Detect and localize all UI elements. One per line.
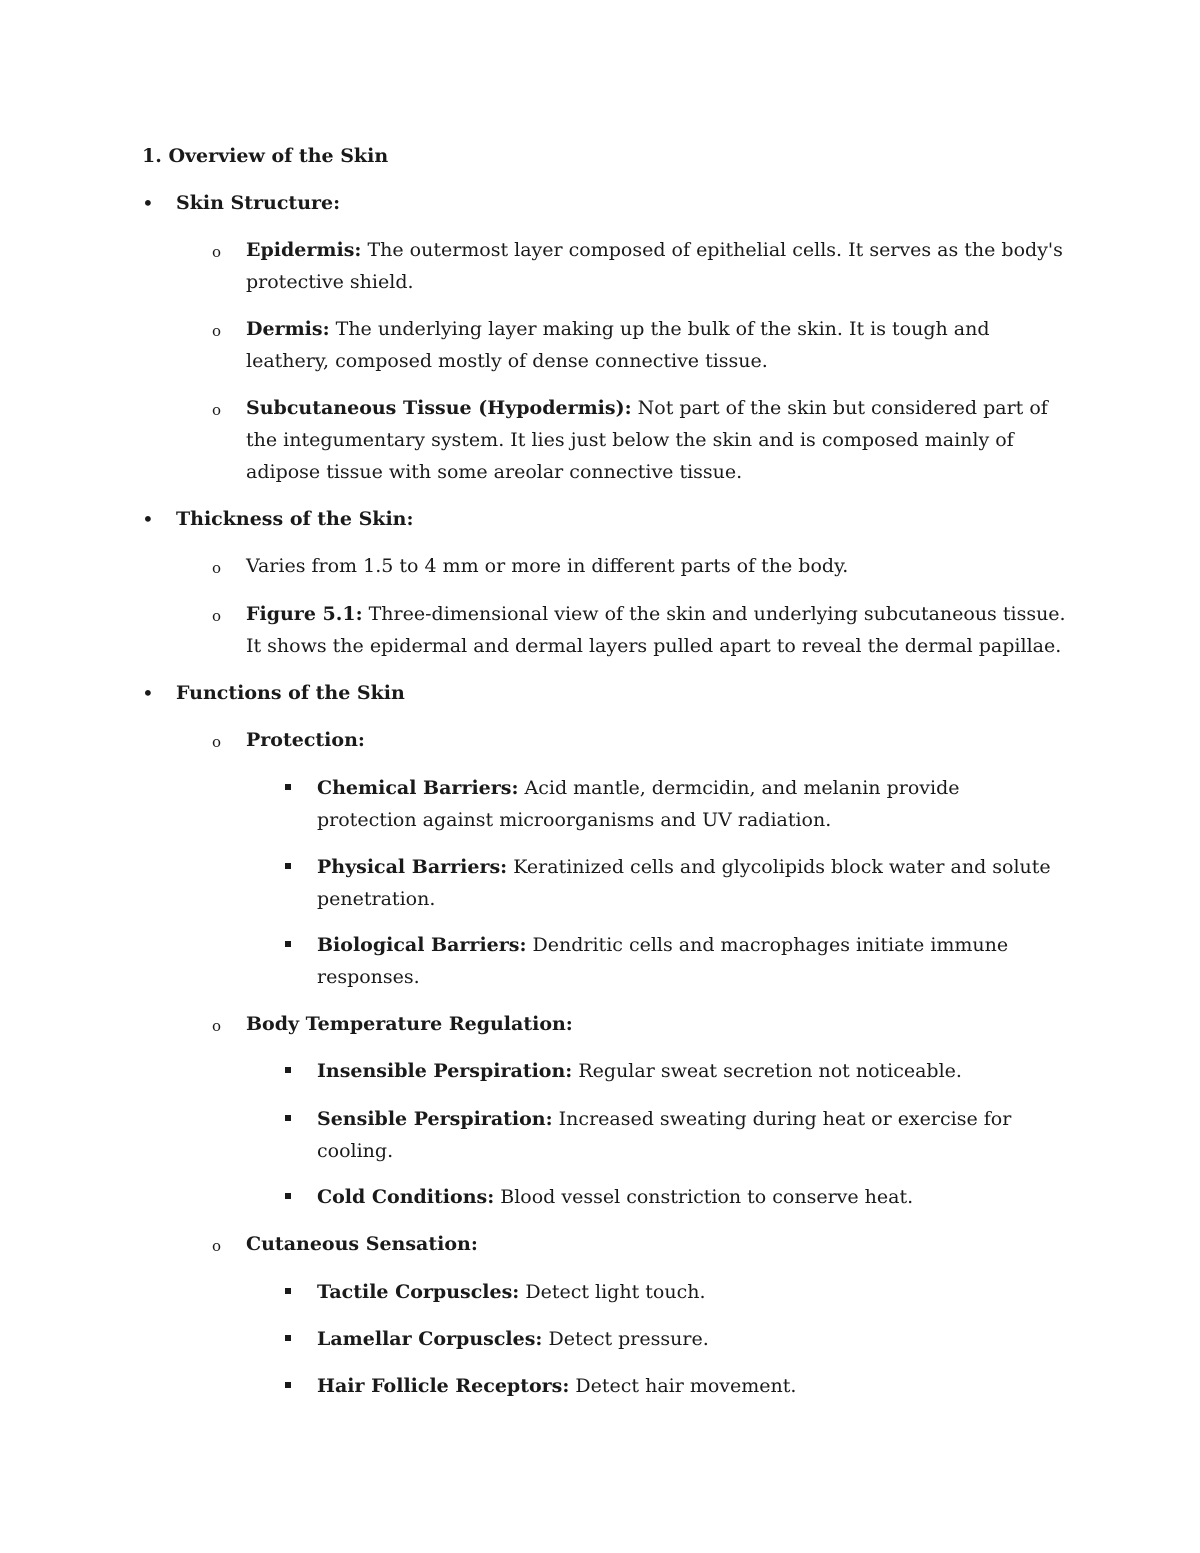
term-label: Physical Barriers: xyxy=(317,856,508,878)
section-heading: 1. Overview of the Skin xyxy=(142,145,389,167)
term-label: Chemical Barriers: xyxy=(317,777,519,799)
sub-bullet-marker: o xyxy=(212,607,222,625)
term-label: Biological Barriers: xyxy=(317,934,527,956)
term-description: Detect hair movement. xyxy=(569,1375,797,1397)
bullet-marker: • xyxy=(142,681,154,705)
term-description: Varies from 1.5 to 4 mm or more in different parts of the body. xyxy=(246,555,849,577)
sub-bullet-marker: o xyxy=(212,733,222,751)
term-description: The outermost layer composed of epithelial cells. It serves as the body's protective shield. xyxy=(246,239,1063,293)
term-label: Tactile Corpuscles: xyxy=(317,1281,520,1303)
term-description: Not part of the skin but considered part of the integumentary system. It lies just below the skin and is composed mainly of adipose tissue with some areolar connective tissue. xyxy=(246,397,1048,483)
detail-biological-barriers xyxy=(317,929,1057,993)
term-description: Dendritic cells and macrophages initiate immune responses. xyxy=(317,934,1009,988)
sub-bullet-protection xyxy=(212,724,1066,756)
bullet-marker: • xyxy=(142,191,154,215)
detail-physical-barriers xyxy=(317,851,1057,915)
bullet-title: Thickness of the Skin: xyxy=(176,508,414,530)
term-label: Subcutaneous Tissue (Hypodermis): xyxy=(246,397,632,419)
term-description: Increased sweating during heat or exercise for cooling. xyxy=(317,1108,1012,1162)
detail-chemical-barriers xyxy=(317,772,1057,836)
term-label: Epidermis: xyxy=(246,239,362,261)
term-description: Blood vessel constriction to conserve heat. xyxy=(494,1186,914,1208)
term-label: Cold Conditions: xyxy=(317,1186,495,1208)
sub-bullet-marker: o xyxy=(212,322,222,340)
bullet-functions xyxy=(142,677,1056,709)
subsection-title: Cutaneous Sensation: xyxy=(246,1233,478,1255)
detail-insensible-perspiration xyxy=(317,1055,1057,1087)
sub-bullet-marker: o xyxy=(212,1237,222,1255)
bullet-title: Skin Structure: xyxy=(176,192,341,214)
sub-bullet-subcutaneous xyxy=(212,392,1066,488)
sub-bullet-temperature xyxy=(212,1008,1066,1040)
detail-lamellar-corpuscles xyxy=(317,1323,1057,1355)
sub-bullet-thickness-range xyxy=(212,550,1066,582)
sub-bullet-marker: o xyxy=(212,243,222,261)
term-description: Regular sweat secretion not noticeable. xyxy=(572,1060,962,1082)
term-description: The underlying layer making up the bulk of the skin. It is tough and leathery, composed mostly of dense connective tissue. xyxy=(246,318,990,372)
bullet-skin-structure xyxy=(142,187,1056,219)
term-label: Dermis: xyxy=(246,318,330,340)
term-description: Acid mantle, dermcidin, and melanin provide protection against microorganisms and UV radiation. xyxy=(317,777,960,831)
term-label: Sensible Perspiration: xyxy=(317,1108,553,1130)
term-description: Three-dimensional view of the skin and underlying subcutaneous tissue. It shows the epidermal and dermal layers pulled apart to reveal the dermal papillae. xyxy=(246,603,1066,657)
term-description: Detect pressure. xyxy=(542,1328,709,1350)
bullet-marker: • xyxy=(142,507,154,531)
term-label: Hair Follicle Receptors: xyxy=(317,1375,570,1397)
sub-bullet-cutaneous-sensation xyxy=(212,1228,1066,1260)
detail-sensible-perspiration xyxy=(317,1103,1057,1167)
sub-bullet-dermis xyxy=(212,313,1066,377)
detail-hair-follicle-receptors xyxy=(317,1370,1057,1402)
sub-bullet-epidermis xyxy=(212,234,1066,298)
term-label: Lamellar Corpuscles: xyxy=(317,1328,543,1350)
sub-bullet-marker: o xyxy=(212,401,222,419)
sub-bullet-figure xyxy=(212,598,1066,662)
sub-bullet-marker: o xyxy=(212,1017,222,1035)
bullet-thickness xyxy=(142,503,1056,535)
detail-cold-conditions xyxy=(317,1181,1057,1213)
term-label: Insensible Perspiration: xyxy=(317,1060,573,1082)
subsection-title: Protection: xyxy=(246,729,365,751)
sub-bullet-marker: o xyxy=(212,559,222,577)
bullet-title: Functions of the Skin xyxy=(176,682,405,704)
term-description: Detect light touch. xyxy=(519,1281,706,1303)
term-description: Keratinized cells and glycolipids block water and solute penetration. xyxy=(317,856,1051,910)
subsection-title: Body Temperature Regulation: xyxy=(246,1013,573,1035)
detail-tactile-corpuscles xyxy=(317,1276,1057,1308)
term-label: Figure 5.1: xyxy=(246,603,363,625)
